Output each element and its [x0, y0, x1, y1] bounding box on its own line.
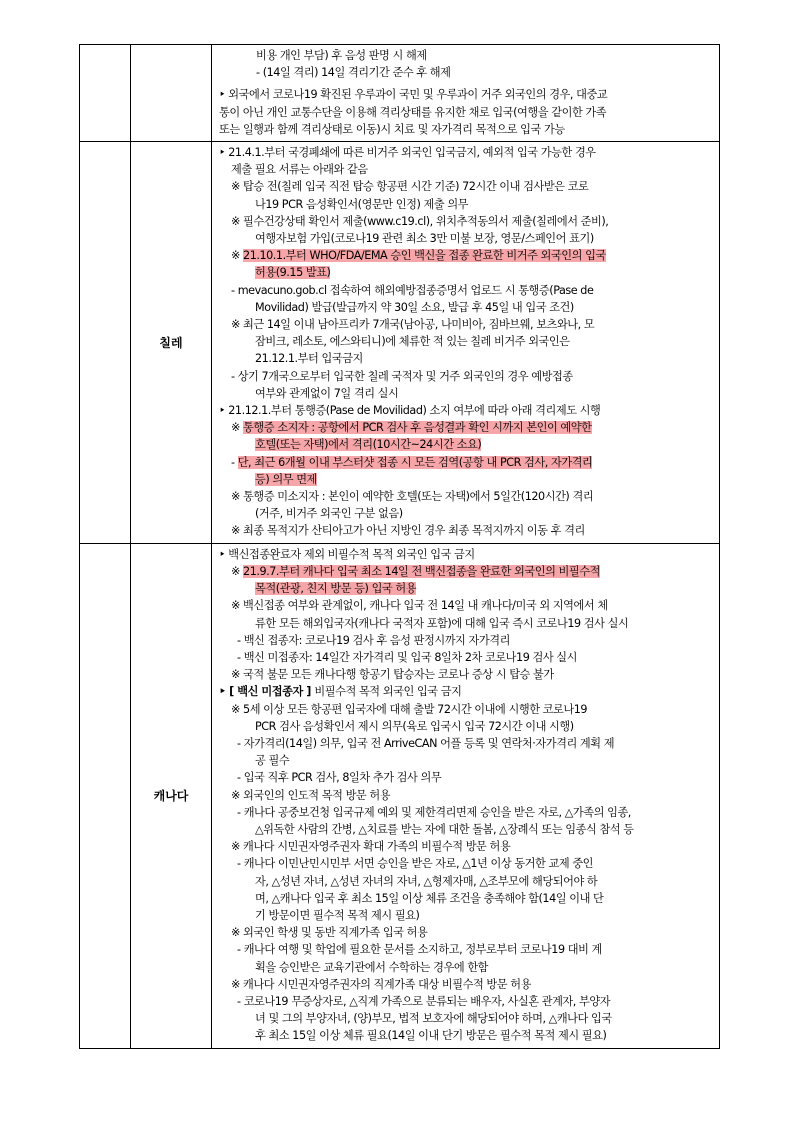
- policy-line: [219, 264, 713, 281]
- policy-text: - 백신 접종자: 코로나19 검사 후 음성 판정시까지 자가격리: [237, 633, 510, 647]
- policy-text: ‣ 외국에서 코로나19 확진된 우루과이 국민 및 우루과이 거주 외국인의 경우, 대중교: [219, 88, 608, 102]
- policy-line: [219, 196, 713, 213]
- policy-line: [219, 316, 713, 333]
- policy-line: [219, 385, 713, 402]
- policy-line: [219, 144, 713, 161]
- policy-line: [219, 941, 713, 958]
- policy-text: ※ 5세 이상 모든 항공편 입국자에 대해 출발 72시간 이내에 시행한 코로나19: [231, 702, 588, 716]
- policy-line: [219, 821, 713, 838]
- policy-line: [219, 505, 713, 522]
- policy-text: - 상기 7개국으로부터 입국한 칠레 국적자 및 거주 외국인의 경우 예방접종: [231, 369, 573, 383]
- country-name-cell: [131, 142, 212, 544]
- policy-text: 후 최소 15일 이상 체류 필요(14일 이내 단기 방문은 필수적 목적 제시 필요): [255, 1029, 607, 1043]
- policy-line: [219, 522, 713, 539]
- policy-text: 획을 승인받은 교육기관에서 수학하는 경우에 한함: [255, 960, 489, 974]
- country-name-cell: [131, 45, 212, 142]
- policy-text: ※ 탑승 전(칠레 입국 직전 탑승 항공편 시간 기준) 72시간 이내 검사받은 코로: [231, 180, 589, 194]
- highlighted-text: 21.10.1.부터 WHO/FDA/EMA 승인 백신을 접종 완료한 비거주 외국인의 입국: [243, 249, 606, 263]
- policy-text: 제출 필요 서류는 아래와 같음: [231, 163, 368, 177]
- policy-line: [219, 580, 713, 597]
- policy-text: - 캐나다 이민난민시민부 서면 승인을 받은 자로, △1년 이상 동거한 교제 중인: [237, 857, 594, 871]
- policy-text: ‣ 백신접종완료자 제외 비필수적 목적 외국인 입국 금지: [219, 547, 475, 561]
- policy-line: [219, 1027, 713, 1044]
- policy-line: [219, 121, 713, 138]
- policy-text: 기 방문이면 필수적 목적 제시 필요): [255, 908, 420, 922]
- policy-line: [219, 563, 713, 580]
- country-name-cell: [131, 543, 212, 1048]
- country-entry-table: [79, 44, 720, 1049]
- policy-text: ※ 국적 불문 모든 캐나다행 항공기 탑승자는 코로나 증상 시 탑승 불가: [231, 668, 554, 682]
- table-row: [80, 142, 720, 544]
- policy-line: [219, 454, 713, 471]
- policy-text: ※ 최종 목적지가 산티아고가 아닌 지방인 경우 최종 목적지까지 이동 후 격리: [231, 524, 585, 538]
- policy-line: [219, 402, 713, 419]
- policy-line: [219, 546, 713, 563]
- policy-line: [219, 86, 713, 103]
- policy-line: [219, 436, 713, 453]
- policy-text: ※: [231, 249, 244, 263]
- policy-text: ※ 캐나다 시민권자영주권자의 직계가족 대상 비필수적 방문 허용: [231, 977, 531, 991]
- policy-text: Movilidad) 발급(발급까지 약 30일 소요, 발급 후 45일 내 입국 조건): [255, 300, 574, 314]
- table-row: [80, 45, 720, 142]
- policy-text: - 입국 직후 PCR 검사, 8일차 추가 검사 의무: [237, 771, 442, 785]
- policy-text: 나19 PCR 음성확인서(영문만 인정) 제출 의무: [255, 197, 469, 211]
- policy-line: [219, 632, 713, 649]
- highlighted-text: 단, 최근 6개월 이내 부스터샷 접종 시 모든 검역(공항 내 PCR 검사, 자가격리: [237, 455, 593, 469]
- policy-text: 비필수적 목적 외국인 입국 금지: [314, 685, 462, 699]
- policy-line: [219, 924, 713, 941]
- policy-line: [219, 104, 713, 121]
- policy-text: 류한 모든 해외입국자(캐나다 국적자 포함)에 대해 입국 즉시 코로나19 검사 실시: [255, 616, 629, 630]
- policy-text: ※ 외국인의 인도적 목적 방문 허용: [231, 788, 391, 802]
- policy-line: [219, 993, 713, 1010]
- policy-line: [219, 615, 713, 632]
- policy-text: 비용 개인 부담) 후 음성 판명 시 해제: [256, 49, 427, 62]
- policy-line: [219, 683, 713, 700]
- policy-text: - 캐나다 여행 및 학업에 필요한 문서를 소지하고, 정부로부터 코로나19 대비 계: [237, 943, 602, 957]
- policy-line: [219, 282, 713, 299]
- highlighted-text: 21.9.7.부터 캐나다 입국 최소 14일 전 백신접종을 완료한 외국인의 비필수적: [243, 564, 600, 578]
- policy-text: 며, △캐나다 입국 후 최소 15일 이상 체류 조건을 충족해야 함(14일 이내 단: [255, 891, 604, 905]
- policy-line: [219, 787, 713, 804]
- highlighted-text: 목적(관광, 친지 방문 등) 입국 허용: [255, 582, 417, 596]
- policy-text: (거주, 비거주 외국인 구분 없음): [255, 507, 403, 521]
- policy-line: [219, 752, 713, 769]
- policy-text: - 백신 미접종자: 14일간 자가격리 및 입국 8일차 2차 코로나19 검사 실시: [237, 650, 578, 664]
- policy-text: 녀 및 그의 부양자녀, (양)부모, 법적 보호자에 해당되어야 하며, △캐나다 입국: [255, 1012, 612, 1026]
- policy-text: 여행자보험 가입(코로나19 관련 최소 3만 미불 보장, 영문/스페인어 표기): [255, 232, 594, 246]
- policy-line: [219, 368, 713, 385]
- region-blank-cell: [80, 543, 131, 1048]
- policy-line: [219, 64, 713, 81]
- policy-line: [219, 419, 713, 436]
- policy-text: 통이 아닌 개인 교통수단을 이용해 격리상태를 유지한 채로 입국(여행을 같이한 가족: [219, 105, 607, 119]
- policy-line: [219, 649, 713, 666]
- policy-text: -: [231, 455, 238, 469]
- policy-text: ※ 최근 14일 이내 남아프리카 7개국(남아공, 나미비아, 짐바브웨, 보츠와나, 모: [231, 318, 595, 332]
- policy-text: ‣ [ 백신 미접종자 ]: [219, 685, 315, 699]
- country-name: 캐나다: [153, 789, 189, 804]
- policy-line: [219, 333, 713, 350]
- policy-line: [219, 230, 713, 247]
- entry-policy-cell: [212, 45, 720, 142]
- policy-text: 공 필수: [255, 754, 290, 768]
- policy-line: [219, 161, 713, 178]
- entry-policy-cell: [212, 142, 720, 544]
- policy-line: [219, 976, 713, 993]
- policy-text: ※: [231, 564, 244, 578]
- policy-line: [219, 907, 713, 924]
- policy-text: - 자가격리(14일) 의무, 입국 전 ArriveCAN 어플 등록 및 연락처·자가격리 계획 제: [237, 736, 615, 750]
- policy-line: [219, 299, 713, 316]
- policy-line: [219, 1010, 713, 1027]
- policy-text: ※ 캐나다 시민권자영주권자 확대 가족의 비필수적 방문 허용: [231, 840, 511, 854]
- policy-text: ※ 필수건강상태 확인서 제출(www.c19.cl), 위치추적동의서 제출(칠레에서 준비),: [231, 214, 609, 228]
- policy-text: ‣ 21.12.1.부터 통행증(Pase de Movilidad) 소지 여부에 따라 아래 격리제도 시행: [219, 404, 601, 418]
- policy-text: ※ 백신접종 여부와 관계없이, 캐나다 입국 전 14일 내 캐나다/미국 외 지역에서 체: [231, 599, 608, 613]
- entry-policy-cell: [212, 543, 720, 1048]
- table-row: [80, 543, 720, 1048]
- policy-line: [219, 666, 713, 683]
- highlighted-text: 호텔(또는 자택)에서 격리(10시간~24시간 소요): [255, 438, 482, 452]
- policy-line: [219, 597, 713, 614]
- policy-text: 21.12.1.부터 입국금지: [255, 352, 363, 366]
- country-name: 칠레: [159, 335, 183, 350]
- policy-line: [219, 350, 713, 367]
- policy-text: PCR 검사 음성확인서 제시 의무(육로 입국시 입국 72시간 이내 시행): [255, 719, 574, 733]
- policy-line: [219, 735, 713, 752]
- policy-text: ※ 외국인 학생 및 동반 직계가족 입국 허용: [231, 926, 428, 940]
- policy-line: [219, 855, 713, 872]
- policy-line: [219, 873, 713, 890]
- policy-line: [219, 213, 713, 230]
- policy-text: - 코로나19 무증상자로, △직계 가족으로 분류되는 배우자, 사실혼 관계자, 부양자: [237, 994, 611, 1008]
- policy-text: ‣ 21.4.1.부터 국경폐쇄에 따른 비거주 외국인 입국금지, 예외적 입국 가능한 경우: [219, 146, 596, 160]
- highlighted-text: 등) 의무 면제: [255, 472, 317, 486]
- highlighted-text: 통행증 소지자 : 공항에서 PCR 검사 후 음성결과 확인 시까지 본인이 예약한: [243, 421, 592, 435]
- region-blank-cell: [80, 142, 131, 544]
- policy-text: - 캐나다 공중보건청 입국규제 예외 및 제한격리면제 승인을 받은 자로, △가족의 임종,: [237, 805, 631, 819]
- policy-line: [219, 890, 713, 907]
- policy-text: 여부와 관계없이 7일 격리 실시: [255, 386, 399, 400]
- region-blank-cell: [80, 45, 131, 142]
- policy-line: [219, 488, 713, 505]
- policy-text: - mevacuno.gob.cl 접속하여 해외예방접종증명서 업로드 시 통행증(Pase de: [231, 283, 594, 297]
- policy-text: - (14일 격리) 14일 격리기간 준수 후 해제: [256, 66, 451, 80]
- policy-line: [219, 718, 713, 735]
- policy-line: [219, 47, 713, 64]
- table-body: [80, 45, 720, 1049]
- policy-text: ※: [231, 421, 244, 435]
- policy-line: [219, 804, 713, 821]
- policy-line: [219, 471, 713, 488]
- policy-text: △위독한 사람의 간병, △치료를 받는 자에 대한 돌봄, △장례식 또는 임종식 참석 등: [255, 822, 634, 836]
- policy-text: ※ 통행증 미소지자 : 본인이 예약한 호텔(또는 자택)에서 5일간(120시간) 격리: [231, 490, 594, 504]
- policy-line: [219, 247, 713, 264]
- policy-line: [219, 701, 713, 718]
- policy-text: 또는 일행과 함께 격리상태로 이동)시 치료 및 자가격리 목적으로 입국 가능: [219, 122, 565, 136]
- policy-line: [219, 959, 713, 976]
- policy-text: 자, △성년 자녀, △성년 자녀의 자녀, △형제자매, △조부모에 해당되어야 하: [255, 874, 598, 888]
- highlighted-text: 허용(9.15 발표): [255, 266, 331, 280]
- policy-line: [219, 769, 713, 786]
- policy-line: [219, 178, 713, 195]
- policy-text: 잠비크, 레소토, 에스와티니)에 체류한 적 있는 칠레 비거주 외국인은: [255, 335, 570, 349]
- policy-line: [219, 838, 713, 855]
